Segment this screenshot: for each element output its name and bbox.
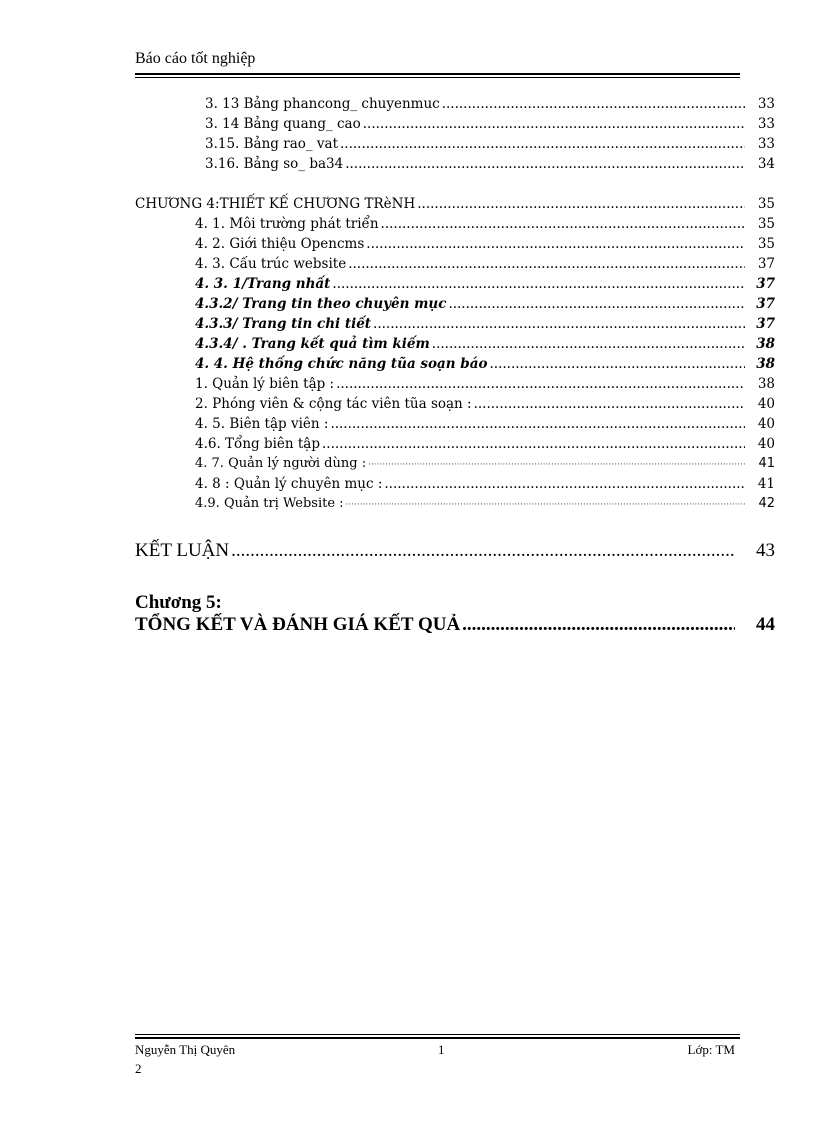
toc-entry[interactable]: 4. 3. 1/Trang nhất ..... 37 bbox=[135, 276, 775, 295]
header-title: Báo cáo tốt nghiệp bbox=[135, 50, 256, 67]
toc-entry[interactable]: 4.9. Quản trị Website : ····· 42 bbox=[135, 496, 775, 515]
toc-entry[interactable]: 4. 8 : Quản lý chuyên mục : ..... 41 bbox=[135, 476, 775, 495]
header-rule-thin bbox=[135, 77, 740, 78]
toc-conclusion[interactable]: KẾT LUẬN ..... 43 bbox=[135, 540, 775, 566]
toc-entry[interactable]: 4. 2. Giới thiệu Opencms ..... 35 bbox=[135, 236, 775, 255]
footer-class: Lớp: TM bbox=[687, 1042, 735, 1057]
toc-entry[interactable]: 4.6. Tổng biên tập ..... 40 bbox=[135, 436, 775, 455]
toc-entry[interactable]: 3. 14 Bảng quang_ cao ..... 33 bbox=[135, 116, 775, 135]
toc-entry[interactable]: 4.3.3/ Trang tin chi tiết ..... 37 bbox=[135, 316, 775, 335]
toc-entry[interactable]: 4. 7. Quản lý người dùng : ····· 41 bbox=[135, 456, 775, 475]
toc-entry[interactable]: 1. Quản lý biên tập : ..... 38 bbox=[135, 376, 775, 395]
toc-entry[interactable]: 4.3.2/ Trang tin theo chuyên mục ..... 37 bbox=[135, 296, 775, 315]
toc-chapter-5-heading: Chương 5: bbox=[135, 592, 222, 613]
toc-chapter-5[interactable]: TỔNG KẾT VÀ ĐÁNH GIÁ KẾT QUẢ ..... 44 bbox=[135, 614, 775, 640]
toc-chapter-4[interactable]: CHƯƠNG 4:THIẾT KẾ CHƯƠNG TRèNH ..... 35 bbox=[135, 196, 775, 215]
footer-rule bbox=[135, 1037, 740, 1039]
header-rule bbox=[135, 73, 740, 75]
toc-entry[interactable]: 4.3.4/ . Trang kết quả tìm kiếm ..... 38 bbox=[135, 336, 775, 355]
footer-class-suffix: 2 bbox=[135, 1061, 142, 1076]
footer-rule-thin bbox=[135, 1034, 740, 1035]
footer-author: Nguyễn Thị Quyên bbox=[135, 1042, 236, 1057]
toc-entry[interactable]: 4. 1. Môi trường phát triển ..... 35 bbox=[135, 216, 775, 235]
toc-entry[interactable]: 3.15. Bảng rao_ vat ..... 33 bbox=[135, 136, 775, 155]
toc-entry[interactable]: 2. Phóng viên & cộng tác viên tũa soạn : ..... 40 bbox=[135, 396, 775, 415]
toc-entry[interactable]: 3.16. Bảng so_ ba34 ..... 34 bbox=[135, 156, 775, 175]
toc-entry[interactable]: 4. 4. Hệ thống chức năng tũa soạn báo ..... 38 bbox=[135, 356, 775, 375]
toc-entry[interactable]: 3. 13 Bảng phancong_ chuyenmuc ..... 33 bbox=[135, 96, 775, 115]
footer-page-number: 1 bbox=[438, 1042, 445, 1057]
toc-entry[interactable]: 4. 5. Biên tập viên : ..... 40 bbox=[135, 416, 775, 435]
toc-entry[interactable]: 4. 3. Cấu trúc website ..... 37 bbox=[135, 256, 775, 275]
